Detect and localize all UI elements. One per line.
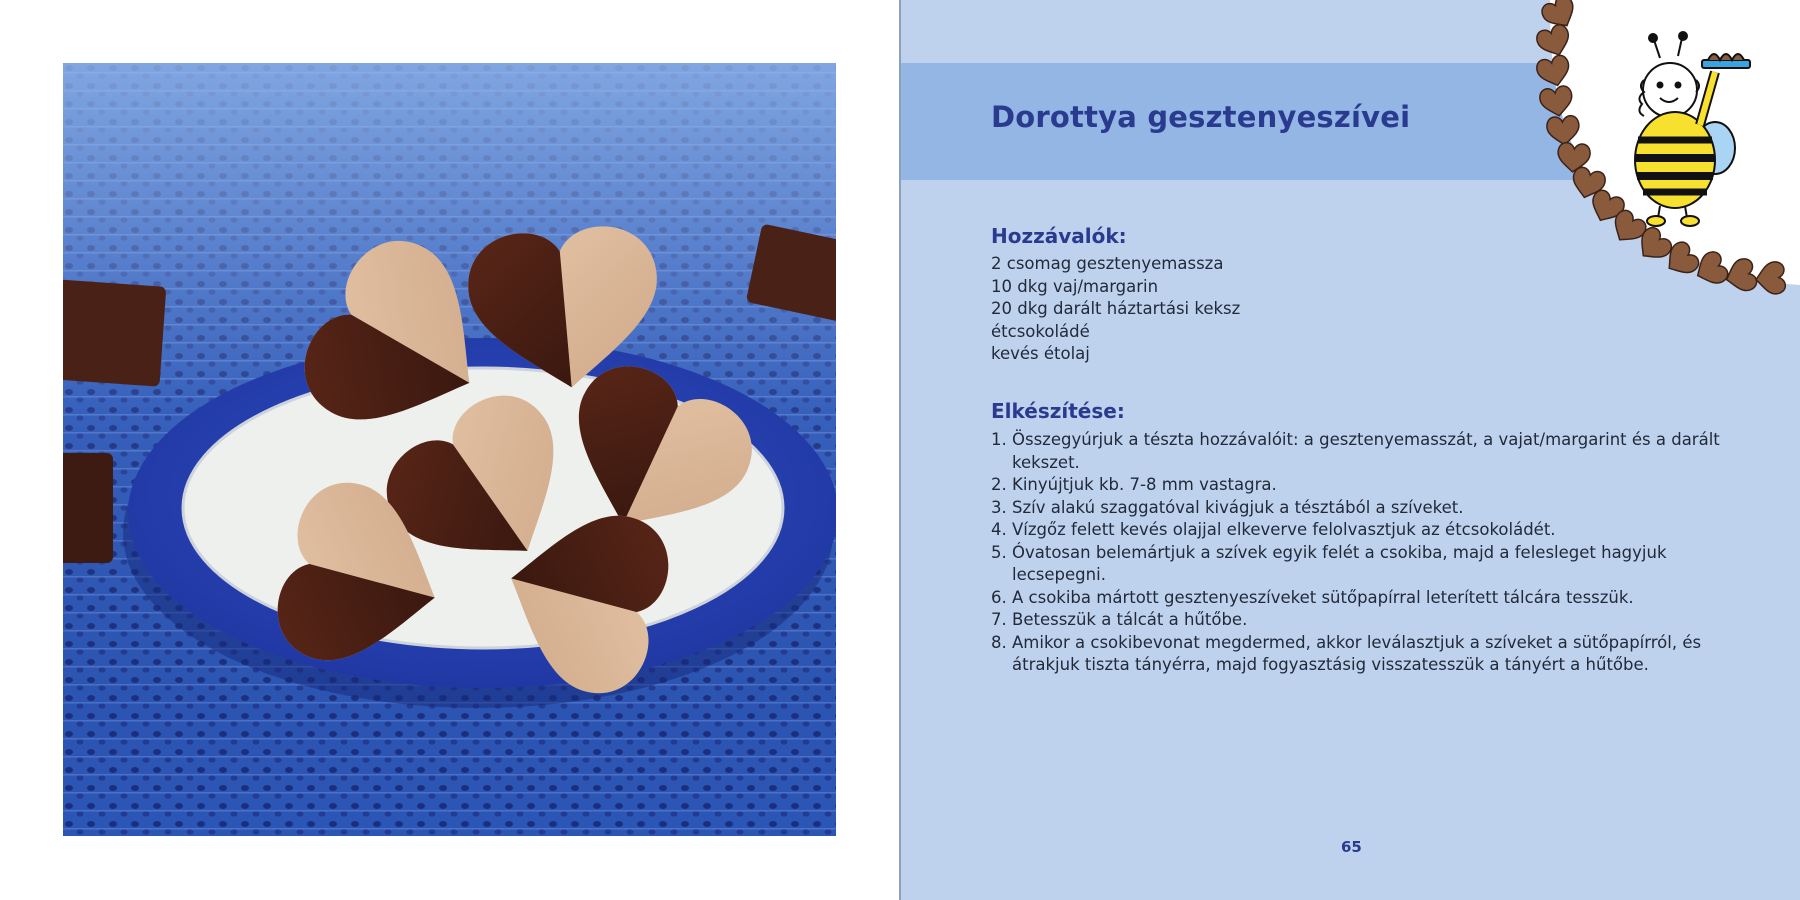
step-text: Kinyújtjuk kb. 7-8 mm vastagra. [1012,475,1277,494]
steps-heading: Elkészítése: [991,399,1125,423]
recipe-photo [63,63,836,836]
step-item [991,542,1761,587]
step-number: 5. [991,542,1007,562]
step-number: 2. [991,475,1007,494]
step-item [991,429,1761,474]
step-item [991,497,1761,520]
list-item: 10 dkg vaj/margarin [991,276,1159,296]
list-item: 20 dkg darált háztartási keksz [991,299,1241,318]
step-number: 6. [991,587,1007,607]
step-text: Amikor a csokibevonat megdermed, akkor leválasztjuk a szíveket a sütőpapírról, és átrakjuk tiszta tányérra, majd fogyasztásig visszatesszük a tányért a hűtőbe. [1012,632,1702,674]
step-number: 3. [991,497,1007,517]
list-item: kevés étolaj [991,344,1090,363]
step-number: 4. [991,520,1007,539]
step-item [991,632,1761,677]
page-number: 65 [1341,838,1362,856]
step-text: Összegyúrjuk a tészta hozzávalóit: a gesztenyemasszát, a vajat/margarint és a darált kekszet. [1012,430,1720,472]
ingredients-list [991,253,1240,366]
list-item: étcsokoládé [991,321,1090,341]
step-number: 8. [991,632,1007,652]
step-text: Betesszük a tálcát a hűtőbe. [1012,610,1248,629]
step-item [991,587,1761,610]
step-item [991,474,1761,497]
step-text: Szív alakú szaggatóval kivágjuk a tésztából a szíveket. [1012,497,1464,517]
recipe-title: Dorottya gesztenyeszívei [991,100,1411,134]
step-text: A csokiba mártott gesztenyeszíveket sütőpapírral leterített tálcára tesszük. [1012,587,1634,607]
step-number: 1. [991,430,1007,449]
list-item: 2 csomag gesztenyemassza [991,254,1224,273]
bee-illustration [1510,0,1800,300]
step-number: 7. [991,610,1007,629]
right-page [901,0,1800,900]
steps-list [991,429,1761,677]
ingredients-heading: Hozzávalók: [991,224,1127,248]
left-page [0,0,899,900]
step-item [991,609,1761,632]
step-text: Vízgőz felett kevés olajjal elkeverve felolvasztjuk az étcsokoládét. [1012,520,1556,539]
step-text: Óvatosan belemártjuk a szívek egyik felét a csokiba, majd a felesleget hagyjuk lecsepegni. [1012,542,1667,584]
step-item [991,519,1761,542]
